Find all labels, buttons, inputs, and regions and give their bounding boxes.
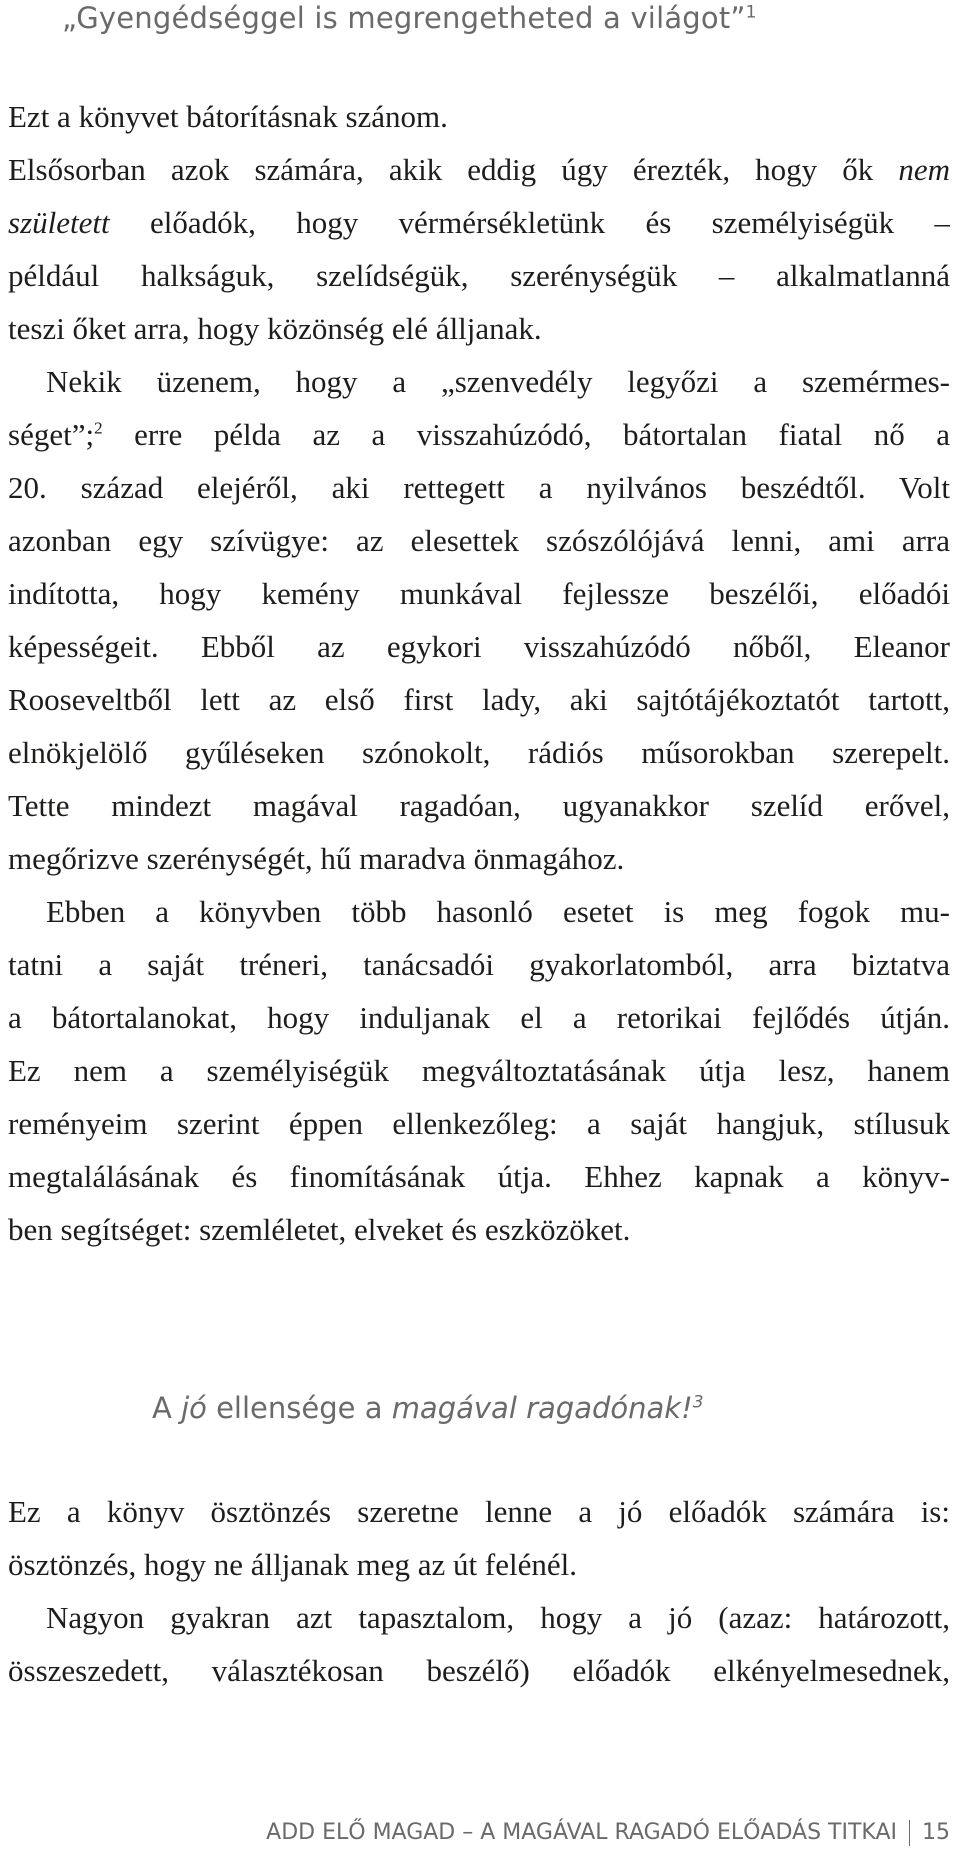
text-line: Ezt a könyvet bátorításnak szánom. [8, 99, 448, 134]
text-line: tatni a saját tréneri, tanácsadói gyakorlatomból, arra biztatva [8, 947, 950, 982]
footnote-marker: 3 [692, 1392, 704, 1413]
text-line: képességeit. Ebből az egykori visszahúzódó nőből, Eleanor [8, 629, 950, 664]
text-line: Nekik üzenem, hogy a „szenvedély legyőzi a szemérmes- [46, 364, 950, 399]
page-number: 15 [922, 1820, 950, 1845]
text-line: Ez a könyv ösztönzés szeretne lenne a jó előadók számára is: [8, 1494, 950, 1529]
italic-word: magával ragadónak! [391, 1391, 693, 1425]
text-line: Ez nem a személyiségük megváltoztatásának útja lesz, hanem [8, 1053, 950, 1088]
section-1-body [8, 90, 950, 1256]
text-line: reményeim szerint éppen ellenkezőleg: a saját hangjuk, stílusuk [8, 1106, 950, 1141]
text-line: Rooseveltből lett az első first lady, aki sajtótájékoztatót tartott, [8, 682, 950, 717]
heading-text: „Gyengédséggel is megrengetheted a világot” [62, 1, 746, 35]
text-line: séget”;$^2$ erre példa az a visszahúzódó, bátortalan fiatal nő a [8, 417, 950, 452]
text-line: elnökjelölő gyűléseken szónokolt, rádiós műsorokban szerepelt. [8, 735, 950, 770]
text-line: született előadók, hogy vérmérsékletünk és személyiségük – [8, 205, 950, 240]
footnote-marker: 1 [745, 2, 757, 23]
italic-word: jó [181, 1391, 207, 1425]
text-line: Elsősorban azok számára, akik eddig úgy érezték, hogy ők nem [8, 152, 950, 187]
italic-word: nem [898, 152, 950, 187]
text-line: teszi őket arra, hogy közönség elé álljanak. [8, 311, 542, 346]
text-line: megtalálásának és finomításának útja. Ehhez kapnak a könyv- [8, 1159, 950, 1194]
footnote-marker: 2 [94, 418, 103, 438]
chapter-section-heading [62, 0, 757, 36]
text-line: azonban egy szívügye: az elesettek szószólójává lenni, ami arra [8, 523, 950, 558]
text-line: indította, hogy kemény munkával fejlessze beszélői, előadói [8, 576, 950, 611]
text-line: megőrizve szerénységét, hű maradva önmagához. [8, 841, 625, 876]
running-footer [266, 1818, 950, 1848]
italic-word: született [8, 205, 110, 240]
text-line: ösztönzés, hogy ne álljanak meg az út felénél. [8, 1547, 577, 1582]
text-line: ben segítséget: szemléletet, elveket és eszközöket. [8, 1212, 631, 1247]
section-heading: A jó ellensége a magával ragadónak!$^3$ [152, 1391, 704, 1425]
text-line: a bátortalanokat, hogy induljanak el a retorikai fejlődés útján. [8, 1000, 950, 1035]
footer-divider [909, 1820, 910, 1846]
text-line: Ebben a könyvben több hasonló esetet is meg fogok mu- [46, 894, 950, 929]
book-title: ADD ELŐ MAGAD – A MAGÁVAL RAGADÓ ELŐADÁS TITKAI [266, 1820, 897, 1845]
text-line: összeszedett, választékosan beszélő) előadók elkényelmesednek, [8, 1653, 950, 1688]
text-line: például halkságuk, szelídségük, szerénységük – alkalmatlanná [8, 258, 950, 293]
text-line: Nagyon gyakran azt tapasztalom, hogy a jó (azaz: határozott, [46, 1600, 950, 1635]
text-line: 20. század elejéről, aki rettegett a nyilvános beszédtől. Volt [8, 470, 950, 505]
text-line: Tette mindezt magával ragadóan, ugyanakkor szelíd erővel, [8, 788, 950, 823]
section-2-body [8, 1485, 950, 1697]
